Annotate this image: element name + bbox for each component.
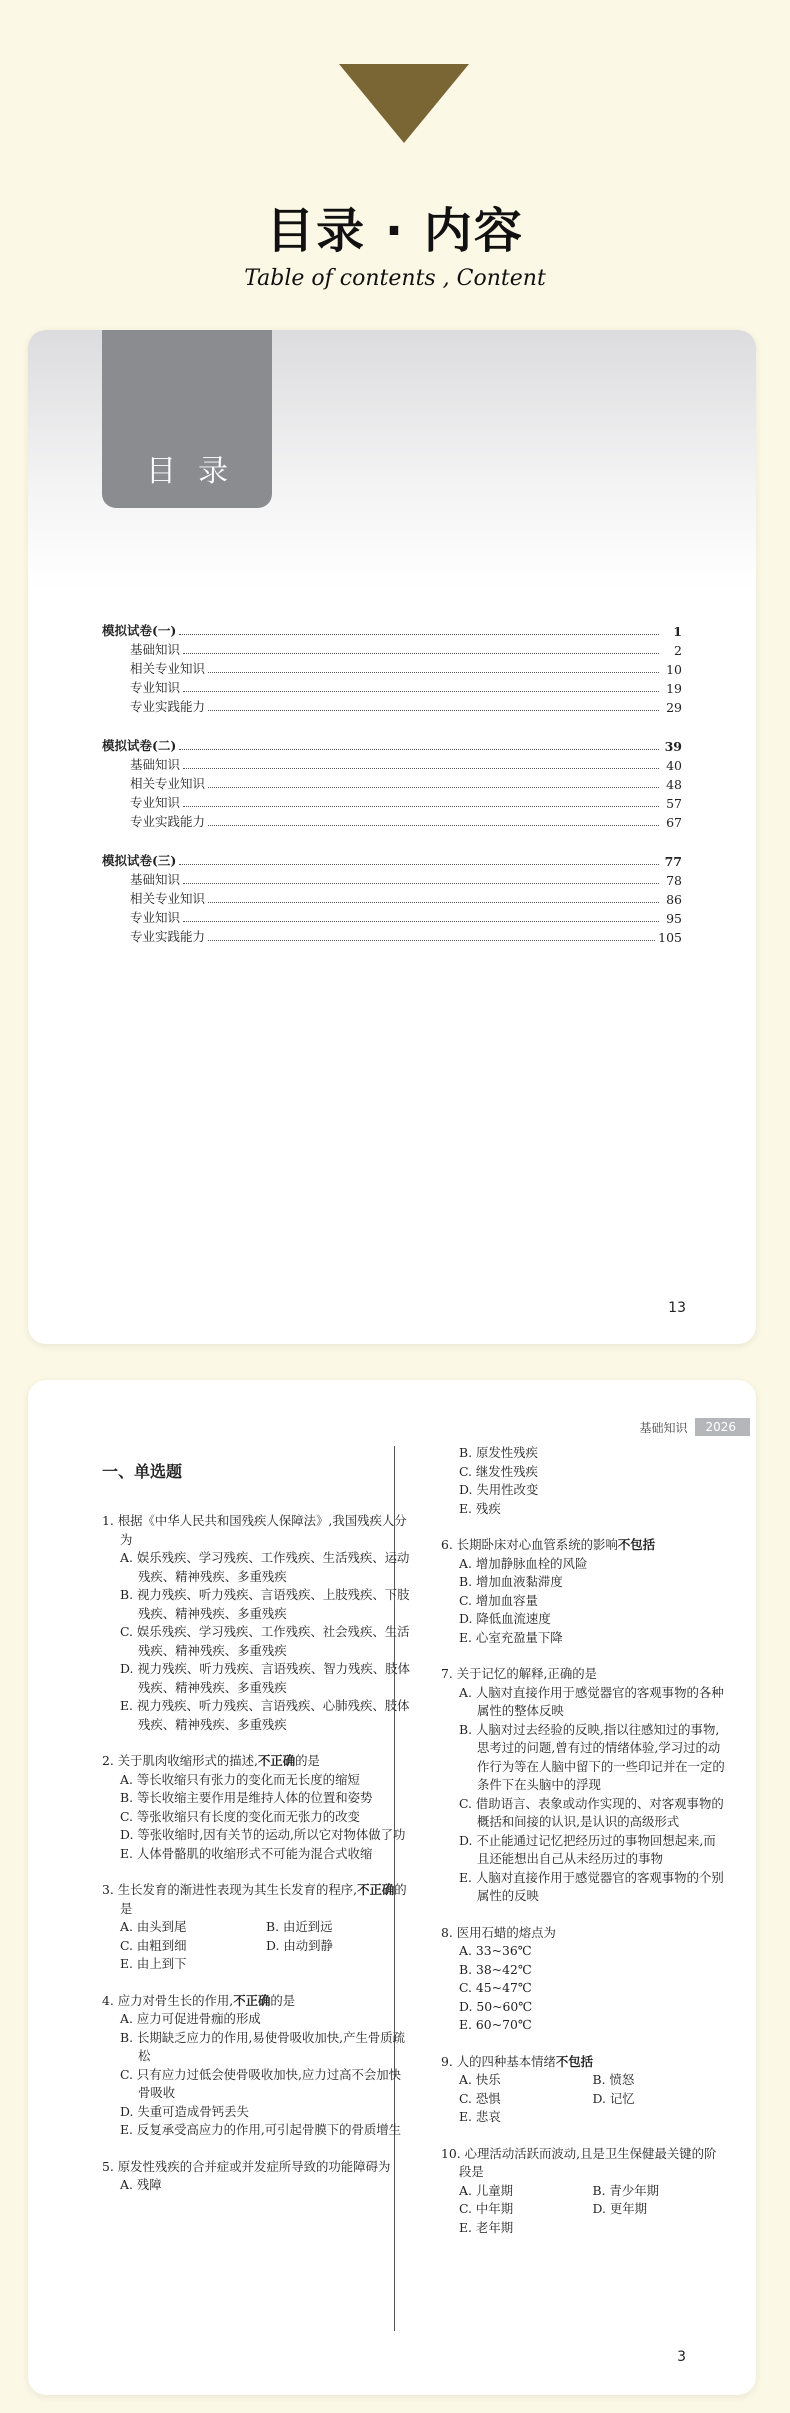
toc-page-number: 2 <box>674 643 682 658</box>
toc-page-number: 78 <box>666 873 682 888</box>
question-stem <box>102 1752 412 1771</box>
toc-item-label: 专业实践能力 <box>130 699 206 714</box>
answer-option: B. 人脑对过去经验的反映,指以往感知过的事物,思考过的问题,曾有过的情绪体验,学习过的动作行为等在人脑中留下的一些印记并在一定的条件下在头脑中的浮现 <box>459 1721 725 1792</box>
question-stem-emphasis: 不包括 <box>617 1537 656 1552</box>
toc-item-label: 相关专业知识 <box>130 661 206 676</box>
toc-leader-dots <box>208 672 659 673</box>
answer-option: B. 增加血液黏滞度 <box>459 1574 563 1589</box>
toc-item-label: 专业知识 <box>130 680 181 695</box>
question-stem-emphasis: 不包括 <box>555 2053 594 2069</box>
answer-option: C. 恐惧 <box>459 2090 501 2106</box>
answer-option: D. 50~60℃ <box>459 1998 533 2014</box>
toc-item-label: 专业实践能力 <box>130 929 206 944</box>
toc-item-label: 专业知识 <box>130 795 181 810</box>
question <box>441 1924 726 2035</box>
answer-option: C. 娱乐残疾、学习残疾、工作残疾、社会残疾、生活残疾、精神残疾、多重残疾 <box>120 1624 410 1658</box>
answer-option: A. 儿童期 <box>459 2182 513 2198</box>
left-column <box>102 1512 412 2213</box>
toc-leader-dots <box>183 768 659 769</box>
question-stem: 1. 根据《中华人民共和国残疾人保障法》,我国残疾人分为 <box>102 1513 407 1547</box>
answer-option: E. 残疾 <box>459 1500 501 1516</box>
answer-option: C. 由粗到细 <box>120 1937 187 1953</box>
answer-option: D. 记忆 <box>592 2090 635 2106</box>
toc-item-row <box>102 926 682 945</box>
toc-page-number: 1 <box>673 624 682 639</box>
toc-page-number: 40 <box>666 758 682 773</box>
toc-page-number: 57 <box>666 796 682 811</box>
question-stem: 8. 医用石蜡的熔点为 <box>441 1924 556 1940</box>
toc-page-number: 10 <box>666 662 682 677</box>
toc-page-number: 48 <box>666 777 682 792</box>
question-stem-text: 6. 长期卧床对心血管系统的影响 <box>441 1537 618 1552</box>
answer-option-grid <box>102 1918 412 1974</box>
toc-gap <box>102 715 682 735</box>
question-stem: 7. 关于记忆的解释,正确的是 <box>441 1666 597 1681</box>
answer-option: B. 长期缺乏应力的作用,易使骨吸收加快,产生骨质疏松 <box>120 2029 406 2063</box>
toc-leader-dots <box>208 902 659 903</box>
toc-item-row <box>102 773 682 792</box>
toc-page-number: 86 <box>666 892 682 907</box>
answer-option: C. 45~47℃ <box>459 1980 532 1995</box>
question-stem <box>102 1881 412 1918</box>
header-triangle-icon <box>339 64 469 143</box>
answer-option: D. 不止能通过记忆把经历过的事物回想起来,而且还能想出自己从未经历过的事物 <box>459 1832 716 1866</box>
toc-section-row <box>102 620 682 639</box>
page-number: 13 <box>668 1300 686 1316</box>
answer-option: B. 愤怒 <box>592 2072 635 2087</box>
toc-leader-dots <box>208 787 659 788</box>
answer-option: C. 等张收缩只有长度的变化而无张力的改变 <box>120 1808 360 1824</box>
answer-option: D. 失用性改变 <box>459 1482 539 1497</box>
toc-item-label: 基础知识 <box>130 642 181 657</box>
toc-list <box>102 620 682 945</box>
toc-leader-dots <box>183 921 659 922</box>
toc-item-label: 基础知识 <box>130 872 181 887</box>
header-label: 基础知识 <box>639 1420 688 1435</box>
answer-option: C. 中年期 <box>459 2201 514 2216</box>
question-stem: 10. 心理活动活跃而波动,且是卫生保健最关键的阶段是 <box>441 2145 717 2179</box>
toc-leader-dots <box>208 710 659 711</box>
answer-option: B. 视力残疾、听力残疾、言语残疾、上肢残疾、下肢残疾、精神残疾、多重残疾 <box>120 1587 410 1621</box>
toc-page-number: 19 <box>666 681 682 696</box>
toc-page-number: 39 <box>664 739 682 754</box>
answer-option: A. 33~36℃ <box>459 1943 532 1958</box>
toc-leader-dots <box>208 825 659 826</box>
toc-section-title: 模拟试卷(一) <box>102 623 177 638</box>
question-stem-emphasis: 不正确 <box>357 1882 395 1897</box>
question-stem-emphasis: 不正确 <box>233 1992 271 2008</box>
answer-option: E. 悲哀 <box>459 2109 501 2124</box>
toc-item-row <box>102 811 682 830</box>
question-stem <box>441 2053 726 2072</box>
toc-item-label: 相关专业知识 <box>130 776 206 791</box>
answer-option: A. 增加静脉血栓的风险 <box>459 1555 588 1571</box>
toc-item-row <box>102 754 682 773</box>
question <box>102 2158 412 2195</box>
toc-item-row <box>102 907 682 926</box>
toc-leader-dots <box>208 940 655 941</box>
answer-option: C. 只有应力过低会使骨吸收加快,应力过高不会加快骨吸收 <box>120 2066 402 2100</box>
toc-item-row <box>102 869 682 888</box>
toc-section-title: 模拟试卷(三) <box>102 853 177 868</box>
answer-option: A. 快乐 <box>459 2072 501 2087</box>
answer-option: A. 残障 <box>120 2177 162 2192</box>
right-column <box>441 1444 726 2255</box>
toc-section-title: 模拟试卷(二) <box>102 738 177 753</box>
answer-option: E. 由上到下 <box>120 1956 187 1971</box>
answer-option: B. 38~42℃ <box>459 1961 532 1977</box>
answer-option: E. 60~70℃ <box>459 2017 532 2032</box>
page-number: 3 <box>677 2349 686 2365</box>
question-stem-text: 4. 应力对骨生长的作用, <box>102 1992 234 2008</box>
toc-tab-label: 目录 <box>146 454 250 489</box>
header-year-badge: 2026 <box>695 1418 750 1436</box>
toc-section-row <box>102 850 682 869</box>
toc-leader-dots <box>183 883 659 884</box>
answer-option-grid <box>441 2182 726 2238</box>
exam-card <box>28 1380 756 2395</box>
toc-page-number: 67 <box>666 815 682 830</box>
question <box>441 2145 726 2238</box>
question <box>441 1536 726 1647</box>
toc-item-label: 专业知识 <box>130 910 181 925</box>
answer-option: E. 人体骨骼肌的收缩形式不可能为混合式收缩 <box>120 1845 373 1861</box>
toc-leader-dots <box>179 864 659 865</box>
question <box>102 1992 412 2140</box>
question-stem <box>441 1536 726 1555</box>
question-stem-text: 2. 关于肌肉收缩形式的描述, <box>102 1753 258 1768</box>
question-stem-text: 的是 <box>295 1753 320 1768</box>
question <box>102 1512 412 1734</box>
answer-option: B. 由近到远 <box>266 1919 333 1934</box>
toc-item-row <box>102 888 682 907</box>
question-stem-emphasis: 不正确 <box>258 1753 296 1768</box>
section-title: 一、单选题 <box>102 1462 183 1481</box>
toc-item-row <box>102 639 682 658</box>
toc-page-number: 77 <box>664 854 682 869</box>
toc-item-label: 基础知识 <box>130 757 181 772</box>
toc-card <box>28 330 756 1344</box>
toc-leader-dots <box>183 653 659 654</box>
toc-gap <box>102 830 682 850</box>
question <box>102 1752 412 1863</box>
answer-option: A. 人脑对直接作用于感觉器官的客观事物的各种属性的整体反映 <box>459 1684 724 1718</box>
page-subtitle: Table of contents , Content <box>244 266 546 291</box>
toc-page-number: 95 <box>666 911 682 926</box>
answer-option: D. 失重可造成骨钙丢失 <box>120 2103 249 2119</box>
running-header <box>639 1418 750 1436</box>
question-stem-text: 9. 人的四种基本情绪 <box>441 2053 556 2069</box>
toc-leader-dots <box>179 749 659 750</box>
answer-option: C. 借助语言、表象或动作实现的、对客观事物的概括和间接的认识,是认识的高级形式 <box>459 1795 724 1829</box>
answer-option-grid <box>441 2071 726 2127</box>
toc-leader-dots <box>179 634 659 635</box>
answer-option: E. 老年期 <box>459 2219 514 2235</box>
answer-option: E. 视力残疾、听力残疾、言语残疾、心肺残疾、肢体残疾、精神残疾、多重残疾 <box>120 1698 410 1732</box>
answer-option: A. 由头到尾 <box>120 1919 187 1934</box>
toc-section-row <box>102 735 682 754</box>
answer-option: D. 视力残疾、听力残疾、言语残疾、智力残疾、肢体残疾、精神残疾、多重残疾 <box>120 1661 410 1695</box>
answer-option: C. 继发性残疾 <box>459 1463 538 1479</box>
page-title: 目录 · 内容 <box>266 203 524 259</box>
answer-option: D. 更年期 <box>592 2201 648 2216</box>
question-stem-text: 的是 <box>270 1992 296 2008</box>
toc-item-row <box>102 792 682 811</box>
toc-leader-dots <box>183 806 659 807</box>
toc-page-number: 29 <box>666 700 682 715</box>
answer-option: A. 等长收缩只有张力的变化而无长度的缩短 <box>120 1771 360 1787</box>
answer-option: D. 等张收缩时,因有关节的运动,所以它对物体做了功 <box>120 1827 406 1842</box>
toc-tab <box>102 330 272 508</box>
toc-leader-dots <box>183 691 659 692</box>
question <box>441 1665 726 1906</box>
question-stem: 5. 原发性残疾的合并症或并发症所导致的功能障碍为 <box>102 2158 391 2174</box>
toc-item-label: 专业实践能力 <box>130 814 206 829</box>
toc-item-label: 相关专业知识 <box>130 891 206 906</box>
answer-option: E. 心室充盈量下降 <box>459 1629 563 1645</box>
toc-item-row <box>102 677 682 696</box>
answer-option: B. 原发性残疾 <box>459 1445 538 1460</box>
toc-item-row <box>102 696 682 715</box>
question-stem <box>102 1992 412 2011</box>
answer-option: D. 降低血流速度 <box>459 1611 551 1626</box>
answer-option: A. 娱乐残疾、学习残疾、工作残疾、生活残疾、运动残疾、精神残疾、多重残疾 <box>120 1550 410 1584</box>
answer-option: E. 人脑对直接作用于感觉器官的客观事物的个别属性的反映 <box>459 1869 724 1903</box>
question <box>441 1444 726 1518</box>
answer-option: B. 等长收缩主要作用是维持人体的位置和姿势 <box>120 1790 373 1805</box>
toc-item-row <box>102 658 682 677</box>
answer-option: E. 反复承受高应力的作用,可引起骨膜下的骨质增生 <box>120 2122 402 2137</box>
answer-option: C. 增加血容量 <box>459 1592 538 1608</box>
answer-option: A. 应力可促进骨痂的形成 <box>120 2011 261 2026</box>
question-stem-text: 3. 生长发育的渐进性表现为其生长发育的程序, <box>102 1882 358 1897</box>
question <box>441 2053 726 2127</box>
question-stem-text: 的是 <box>120 1882 407 1916</box>
toc-page-number: 105 <box>658 930 682 945</box>
answer-option: B. 青少年期 <box>592 2182 660 2198</box>
answer-option: D. 由动到静 <box>266 1937 333 1953</box>
question <box>102 1881 412 1974</box>
